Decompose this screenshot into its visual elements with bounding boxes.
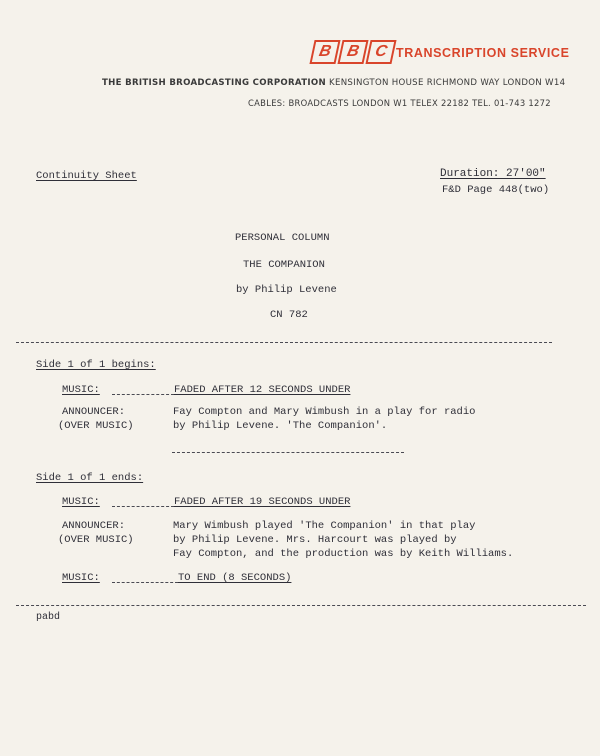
end-music-label: MUSIC: <box>62 572 100 584</box>
programme-author: by Philip Levene <box>236 284 337 296</box>
side-ends-announcer-label: ANNOUNCER: <box>62 520 126 532</box>
side-ends-music-text: FADED AFTER 19 SECONDS UNDER <box>174 496 351 508</box>
service-title: TRANSCRIPTION SERVICE <box>396 46 570 60</box>
logo-letter-c: C <box>365 40 396 64</box>
logo-letter-b1: B <box>309 40 340 64</box>
cables-line: CABLES: BROADCASTS LONDON W1 TELEX 22182 TEL. 01-743 1272 <box>248 98 551 108</box>
side-ends-announcer-line-3: Fay Compton, and the production was by Keith Williams. <box>173 548 514 560</box>
end-music-leader <box>112 582 178 583</box>
divider-top <box>16 342 552 343</box>
duration: Duration: 27'00" <box>440 168 546 180</box>
side-ends-announcer-line-1: Mary Wimbush played 'The Companion' in that play <box>173 520 476 532</box>
side-ends-announcer-line-2: by Philip Levene. Mrs. Harcourt was played by <box>173 534 457 546</box>
sheet-type: Continuity Sheet <box>36 170 137 182</box>
side-begins-announcer-sub: (OVER MUSIC) <box>58 420 134 432</box>
side-ends-heading: Side 1 of 1 ends: <box>36 472 144 484</box>
side-begins-announcer-line-1: Fay Compton and Mary Wimbush in a play for radio <box>173 406 476 418</box>
side-begins-music-leader <box>112 394 174 395</box>
side-ends-music-label: MUSIC: <box>62 496 100 508</box>
programme-series: PERSONAL COLUMN <box>235 232 330 244</box>
end-music-text: TO END (8 SECONDS) <box>178 572 292 584</box>
side-ends-announcer-sub: (OVER MUSIC) <box>58 534 134 546</box>
side-begins-divider <box>172 452 404 453</box>
side-begins-heading: Side 1 of 1 begins: <box>36 359 156 371</box>
side-begins-music-text: FADED AFTER 12 SECONDS UNDER <box>174 384 351 396</box>
side-ends-music-leader <box>112 506 174 507</box>
programme-title: THE COMPANION <box>243 259 325 271</box>
corporation-address: KENSINGTON HOUSE RICHMOND WAY LONDON W14 <box>329 78 566 88</box>
page-reference: F&D Page 448(two) <box>442 184 550 196</box>
programme-code: CN 782 <box>270 309 308 321</box>
corporation-name: THE BRITISH BROADCASTING CORPORATION <box>102 78 326 88</box>
corporation-line <box>102 78 565 88</box>
typist-initials: pabd <box>36 612 61 623</box>
side-begins-announcer-label: ANNOUNCER: <box>62 406 126 418</box>
side-begins-music-label: MUSIC: <box>62 384 100 396</box>
logo-letter-b2: B <box>337 40 368 64</box>
bbc-logo <box>312 40 394 64</box>
divider-bottom <box>16 605 586 606</box>
side-begins-announcer-line-2: by Philip Levene. 'The Companion'. <box>173 420 388 432</box>
